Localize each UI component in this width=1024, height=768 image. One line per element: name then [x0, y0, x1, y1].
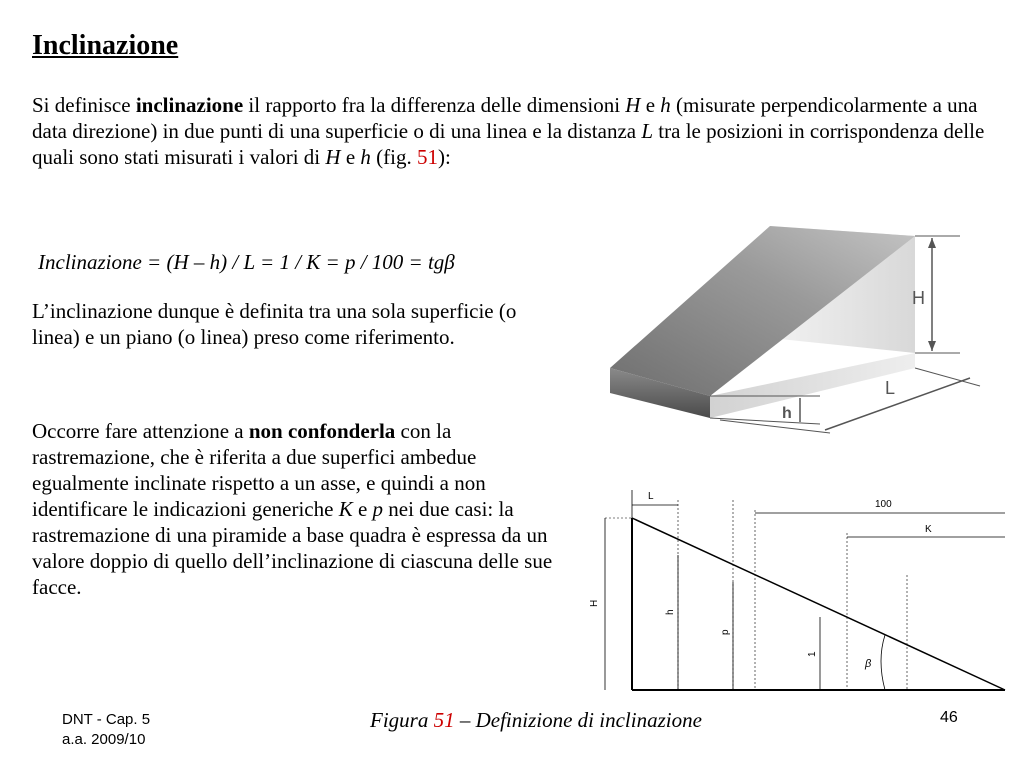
footer-year: a.a. 2009/10 — [62, 731, 146, 748]
figure-caption — [370, 708, 702, 733]
arrow — [928, 238, 936, 248]
caption-text: – Definizione di inclinazione — [454, 708, 702, 732]
warning-text: Occorre fare attenzione a — [32, 419, 249, 443]
intro-text: (misurate perpendicolarmente a una data direzione) in due punti di una superficie o di una linea e la distanza — [32, 93, 978, 143]
label-H-2d: H — [589, 599, 600, 607]
intro-text: (fig. — [370, 145, 417, 169]
caption-prefix: Figura — [370, 708, 434, 732]
label-1: 1 — [807, 651, 818, 657]
inclination-triangle-diagram — [585, 485, 1015, 700]
label-p: p — [720, 629, 731, 635]
paragraph-warning — [32, 418, 572, 600]
var-H: H — [325, 145, 341, 169]
dim-L-line — [825, 378, 970, 430]
beta-arc — [881, 635, 885, 690]
intro-text: Si definisce — [32, 93, 136, 117]
slide-title: Inclinazione — [32, 30, 179, 61]
intro-text: il rapporto fra la differenza delle dimensioni — [243, 93, 626, 117]
intro-text: tra le posizioni in corrispondenza delle quali sono stati misurati i valori di — [32, 119, 985, 169]
label-h-2d: h — [665, 609, 676, 615]
var-L: L — [641, 119, 654, 143]
dim-L-ext — [915, 368, 980, 386]
paragraph-definition: L’inclinazione dunque è definita tra una sola superficie (o linea) e un piano (o linea) preso come riferimento. — [32, 299, 517, 349]
label-h-3d: h — [782, 405, 792, 422]
intro-paragraph — [32, 92, 992, 170]
caption-figure-number: 51 — [433, 708, 455, 732]
label-K: K — [925, 524, 932, 535]
page-number: 46 — [940, 709, 958, 726]
wedge-3d-illustration — [570, 218, 990, 438]
bold-non-confonderla: non confonderla — [248, 419, 396, 443]
label-beta: β — [865, 658, 872, 670]
footer-chapter: DNT - Cap. 5 — [62, 711, 151, 728]
intro-text: ): — [437, 145, 451, 169]
var-K: K — [338, 497, 353, 521]
label-100: 100 — [875, 499, 892, 510]
label-H-3d: H — [912, 288, 925, 308]
label-L-3d: L — [885, 378, 896, 398]
intro-text: e — [640, 93, 661, 117]
hypotenuse — [632, 518, 1005, 690]
var-h: h — [660, 93, 671, 117]
var-h: h — [360, 145, 371, 169]
intro-text: e — [340, 145, 361, 169]
warning-text: e — [352, 497, 373, 521]
figure-reference: 51 — [416, 145, 438, 169]
term-inclinazione: inclinazione — [135, 93, 244, 117]
label-L-2d: L — [648, 491, 654, 502]
warning-text: con la rastremazione, che è riferita a due superfici ambedue egualmente inclinate rispetto a un asse, e quindi a non identificare le indicazioni generiche — [32, 419, 486, 521]
footer-course-info — [62, 710, 150, 750]
warning-text: nei due casi: la rastremazione di una piramide a base quadra è espressa da un valore doppio di quello dell’inclinazione di ciascuna delle sue facce. — [32, 497, 553, 599]
var-H: H — [625, 93, 641, 117]
formula: Inclinazione = (H – h) / L = 1 / K = p / 100 = tgβ — [38, 250, 455, 274]
var-p: p — [372, 497, 384, 521]
arrow — [928, 341, 936, 351]
